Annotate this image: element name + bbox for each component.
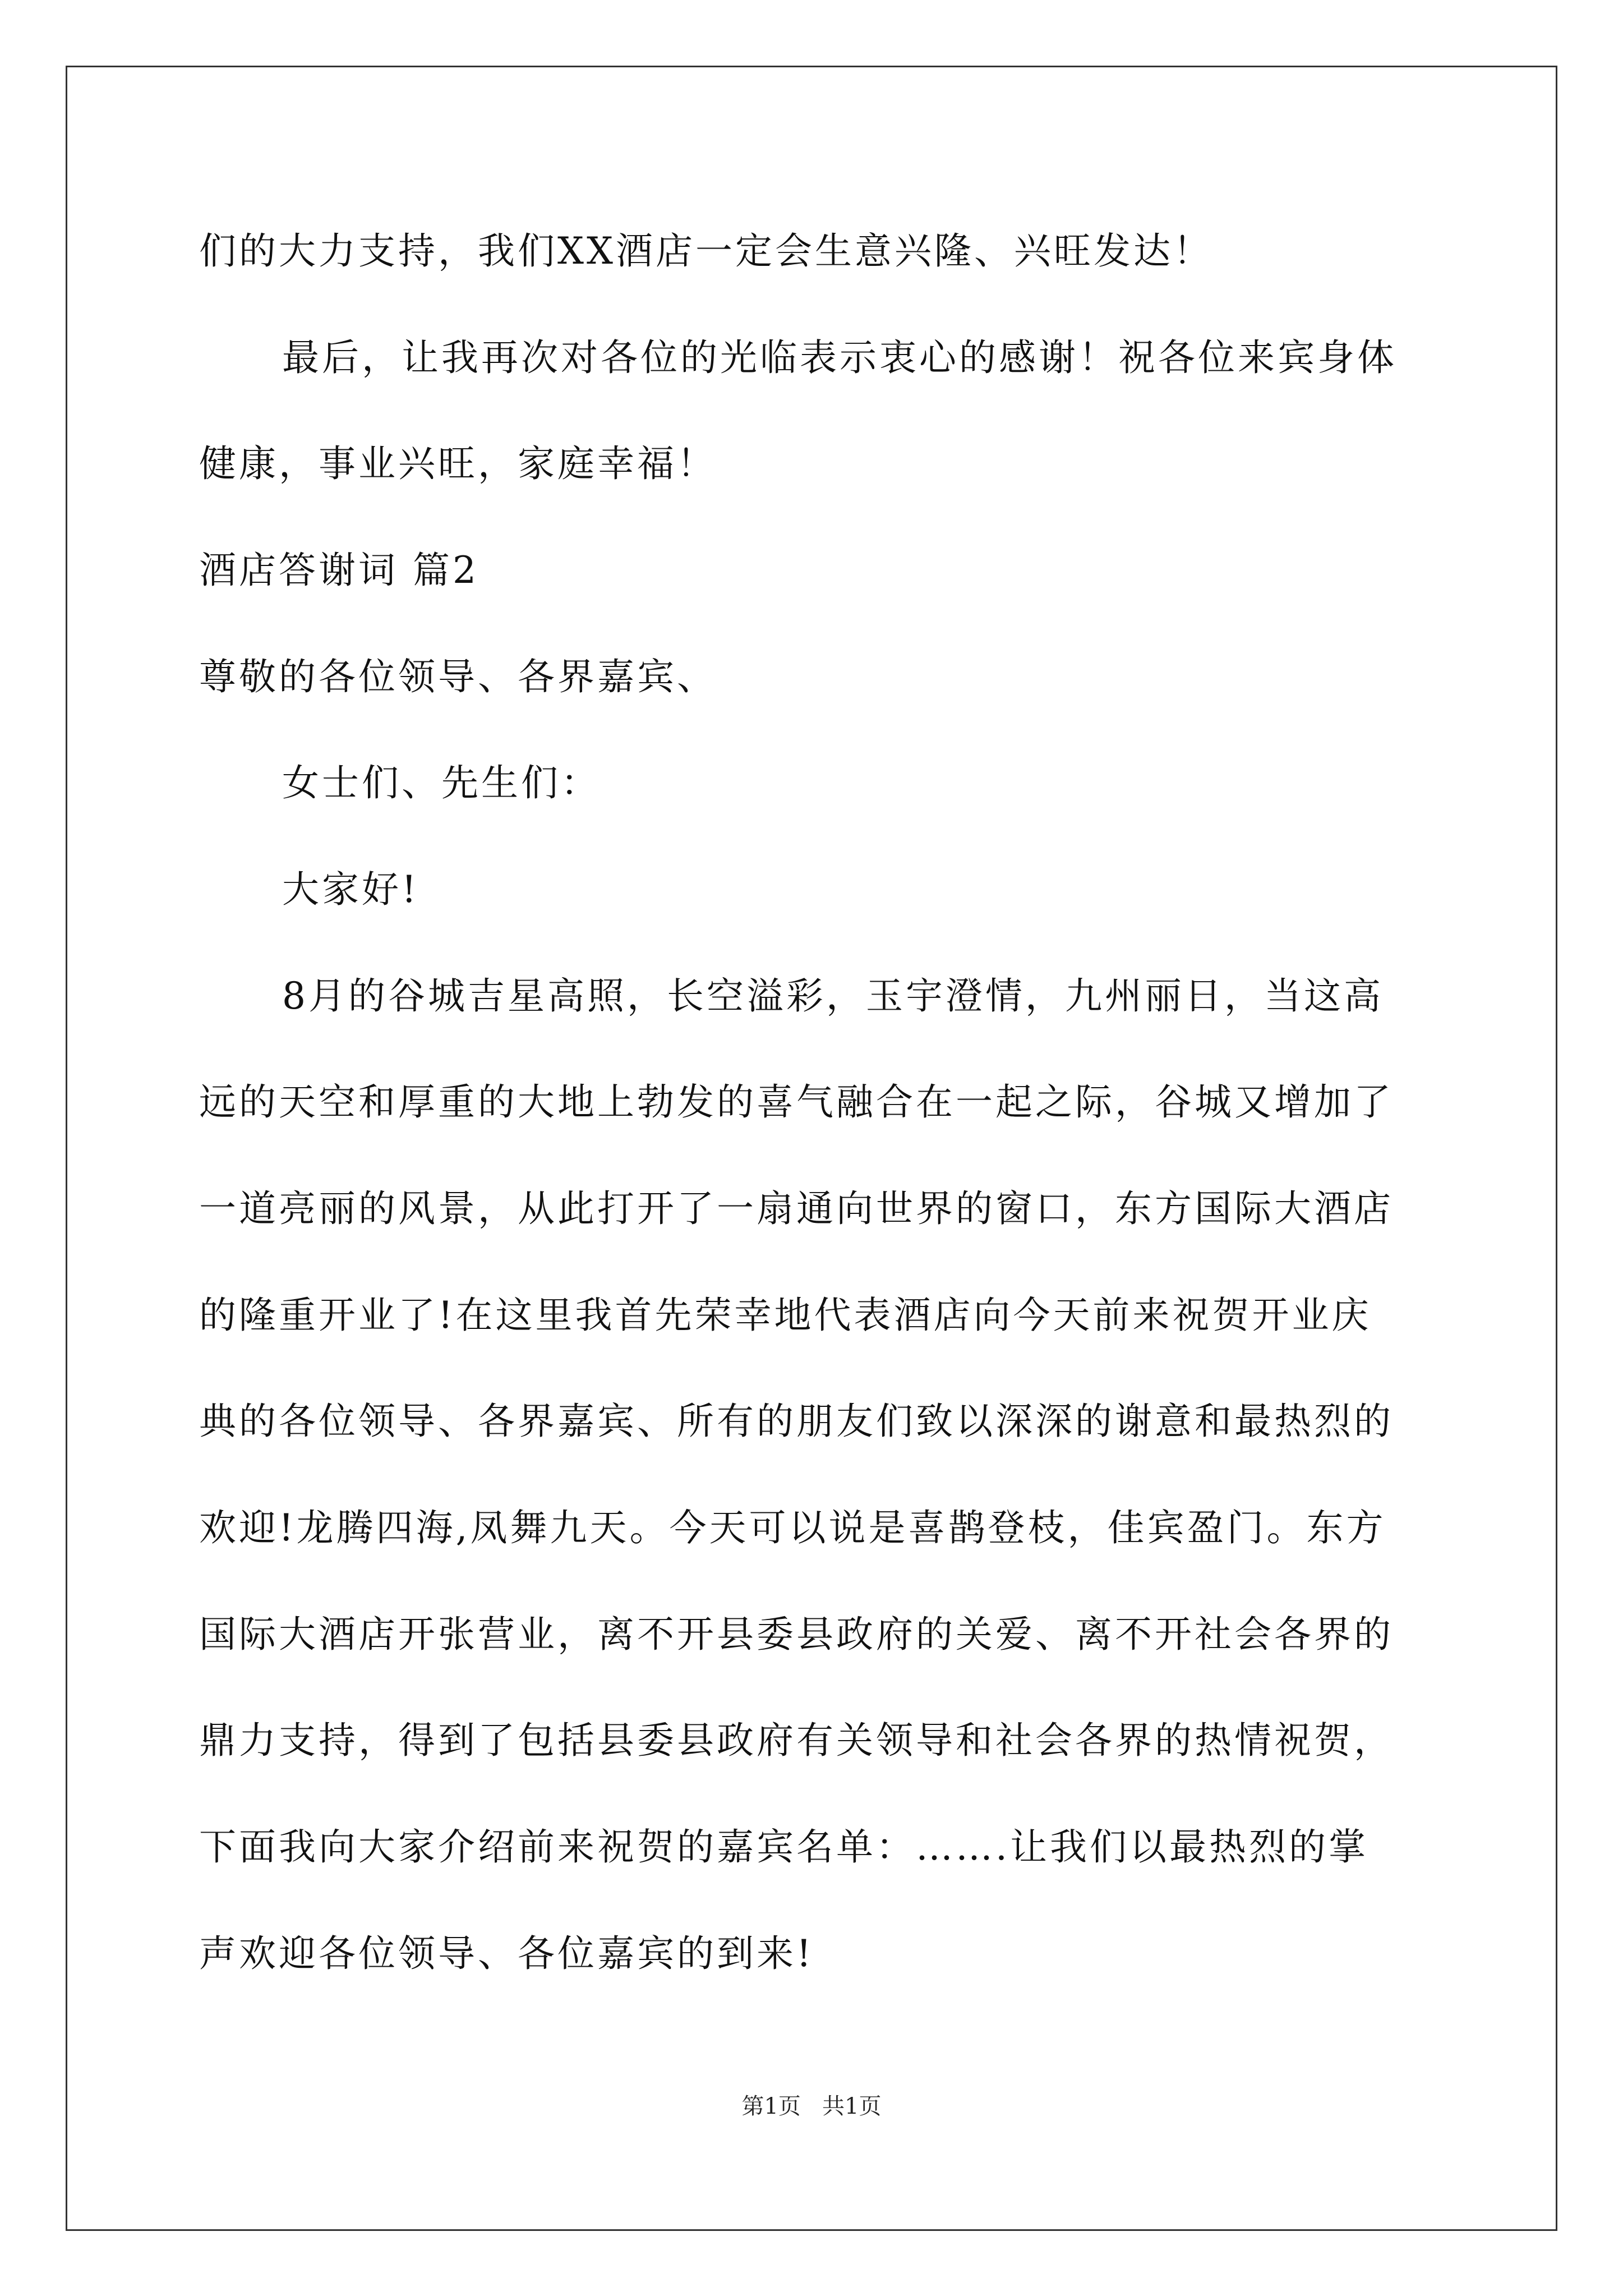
paragraph-line: 的隆重开业了!在这里我首先荣幸地代表酒店向今天前来祝贺开业庆 <box>199 1294 1372 1337</box>
paragraph-line: 远的天空和厚重的大地上勃发的喜气融合在一起之际，谷城又增加了 <box>199 1080 1394 1124</box>
section-heading: 酒店答谢词 篇2 <box>199 549 479 592</box>
greeting-line: 大家好! <box>282 868 419 911</box>
paragraph-line: 们的大力支持，我们XX酒店一定会生意兴隆、兴旺发达！ <box>199 229 1213 273</box>
salutation-line: 尊敬的各位领导、各界嘉宾、 <box>199 655 717 698</box>
page-number-footer: 第1页 共1页 <box>741 2093 882 2119</box>
paragraph-line: 声欢迎各位领导、各位嘉宾的到来! <box>199 1932 814 1975</box>
paragraph-line: 最后，让我再次对各位的光临表示衷心的感谢！祝各位来宾身体 <box>282 336 1397 379</box>
paragraph-line: 健康，事业兴旺，家庭幸福！ <box>199 442 717 485</box>
paragraph-line: 下面我向大家介绍前来祝贺的嘉宾名单：…….让我们以最热烈的掌 <box>199 1825 1368 1869</box>
paragraph-line: 欢迎!龙腾四海,凤舞九天。今天可以说是喜鹊登枝，佳宾盈门。东方 <box>199 1506 1386 1549</box>
page-border <box>66 66 1557 2231</box>
paragraph-line: 典的各位领导、各界嘉宾、所有的朋友们致以深深的谢意和最热烈的 <box>199 1400 1394 1443</box>
paragraph-line: 国际大酒店开张营业，离不开县委县政府的关爱、离不开社会各界的 <box>199 1613 1394 1656</box>
salutation-line: 女士们、先生们： <box>282 761 601 804</box>
paragraph-line: 一道亮丽的风景，从此打开了一扇通向世界的窗口，东方国际大酒店 <box>199 1187 1394 1230</box>
paragraph-line: 鼎力支持，得到了包括县委县政府有关领导和社会各界的热情祝贺， <box>199 1719 1394 1762</box>
paragraph-line: 8月的谷城吉星高照，长空溢彩，玉宇澄情，九州丽日，当这高 <box>282 974 1384 1018</box>
